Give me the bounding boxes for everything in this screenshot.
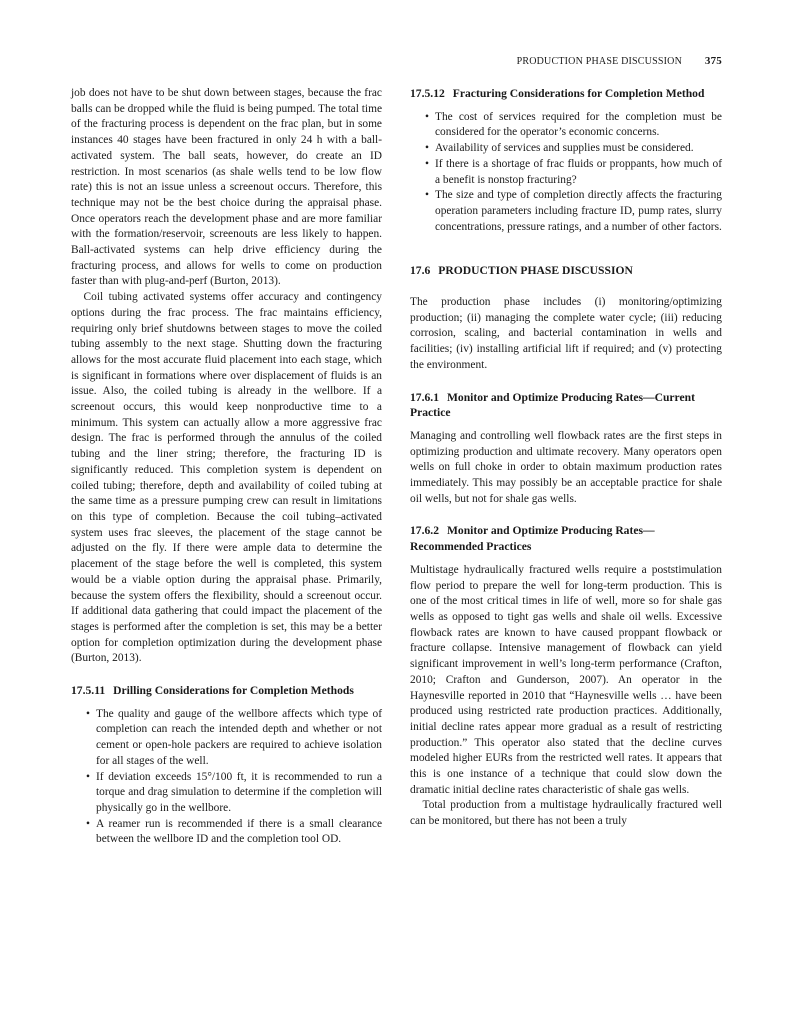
section-heading-17-6 — [410, 263, 722, 279]
bullet-list — [410, 110, 722, 236]
section-heading-17-6-1 — [410, 390, 722, 421]
section-title: Monitor and Optimize Producing Rates—Recommended Practices — [410, 524, 655, 554]
paragraph: Coil tubing activated systems offer accuracy and contingency options during the frac process. The frac maintains efficiency, requiring only brief shutdowns between stages to move the coiled tubing assembly to the next stage. Shutting down the fracturing allows for the most accurate fluid placement into each stage, which is significant in formations where over displacement of fluids is an issue. Also, the coiled tubing is already in the wellbore. If a screenout occurs, this would keep nonproductive time to a minimum. This system can actually allow a more aggressive frac design. The frac is performed through the annulus of the coiled tubing and the liner string; therefore, the fracturing ID is significantly reduced. This completion system is dependent on coiled tubing; therefore, depth and availability of coiled tubing at the same time as a pressure pumping crew can result in limitations on this type of completion. Because the coil tubing–activated system uses frac sleeves, the placement of the stage cannot be adjusted on the fly. If there were ample data to determine the placement of the stage before the well is completed, this system would be a viable option during the appraisal phase. Primarily, because the system offers the flexibility, should a screenout occur. If additional data gathering that could impact the placement of the stages is performed after the completion is set, this may be a better option for completion optimization during the development phase (Burton, 2013). — [71, 291, 382, 665]
page-number: 375 — [704, 55, 722, 67]
paragraph: Managing and controlling well flowback rates are the first steps in optimizing production and ultimate recovery. Many operators open wells on full choke in order to obtain maximum production rates immediately. This may possibly be an acceptable practice for shale oil wells, but not for shale gas wells. — [410, 429, 722, 505]
left-column — [71, 86, 382, 848]
running-header-section: PRODUCTION PHASE DISCUSSION — [516, 56, 682, 67]
section-title: Drilling Considerations for Completion Methods — [113, 684, 354, 698]
paragraph: job does not have to be shut down between stages, because the frac balls can be dropped while the fluid is being pumped. The total time of the fracturing process is dependent on the frac plan, but in some instances 40 stages have been fractured in only 24 h with a ball-activated system. The ball seats, however, do create an ID restriction. In most scenarios (as shale wells tend to be low flow rate) this is not an issue unless a screenout occurs. Therefore, this technique may not be the best choice during the appraisal phase. Once operators reach the development phase and are more familiar with the formation/reservoir, screenouts are less likely to happen. Ball-activated systems can help drive efficiency during the fracturing process, and allows for wells to come on production faster than with plug-and-perf (Burton, 2013). — [71, 87, 382, 288]
paragraph: Total production from a multistage hydraulically fractured well can be monitored, but there has not been a truly — [410, 799, 722, 828]
list-item: • The quality and gauge of the wellbore affects which type of completion can reach the intended depth and whether or not cement or open-hole packers are required to achieve isolation for all stages of the well. — [71, 707, 382, 770]
right-column — [410, 86, 722, 830]
section-heading-17-6-2 — [410, 523, 722, 554]
paragraph: Multistage hydraulically fractured wells require a poststimulation flow period to prepare the well for long-term production. This is one of the most critical times in life of well, more so for shale gas wells as opposed to tight gas wells and shale oil wells. Excessive flowback rates are known to have caused proppant flowback or fracture collapse. Intensive management of flowback can yield significant improvement in well’s long-term performance (Crafton, 2010; Crafton and Gunderson, 2007). An operator in the Haynesville reported in 2010 that “Haynesville wells … have been produced using restricted rate production practices. Additionally, initial decline rates appear more gradual as a result of restricting production.” This operator also stated that the decline curves modeled higher EURs from the restricted well rates. It appears that this is one instance of a technique that could slow down the dramatic initial decline rates characteristic of shale gas wells. — [410, 563, 722, 796]
section-number: 17.5.12 — [410, 87, 445, 100]
list-item: • The cost of services required for the completion must be considered for the operator’s economic concerns. — [410, 110, 722, 141]
section-title: Fracturing Considerations for Completion Method — [452, 87, 705, 100]
list-item: • If deviation exceeds 15°/100 ft, it is recommended to run a torque and drag simulation to determine if the completion will physically go in the wellbore. — [71, 770, 382, 817]
running-header — [410, 55, 722, 71]
section-heading-17-5-12 — [410, 86, 722, 102]
section-number: 17.5.11 — [71, 684, 106, 698]
list-item: • The size and type of completion directly affects the fracturing operation parameters including fracture ID, pump rates, slurry concentrations, pressure ratings, and a number of other factors. — [410, 188, 722, 235]
list-item: • A reamer run is recommended if there is a small clearance between the wellbore ID and the completion tool OD. — [71, 817, 382, 848]
section-number: 17.6.1 — [410, 390, 439, 404]
section-title: PRODUCTION PHASE DISCUSSION — [438, 264, 633, 278]
section-number: 17.6 — [410, 264, 431, 278]
bullet-list — [71, 707, 382, 848]
section-title: Monitor and Optimize Producing Rates—Current Practice — [410, 390, 695, 420]
list-item: • Availability of services and supplies must be considered. — [410, 141, 722, 157]
section-number: 17.6.2 — [410, 524, 439, 538]
section-heading-17-5-11 — [71, 683, 382, 699]
paragraph: The production phase includes (i) monitoring/optimizing production; (ii) managing the complete water cycle; (iii) reducing corrosion, scaling, and bacterial contamination in wells and facilities; (iv) installing artificial lift if required; and (v) protecting the environment. — [410, 296, 722, 371]
list-item: • If there is a shortage of frac fluids or proppants, how much of a benefit is nonstop fracturing? — [410, 157, 722, 188]
